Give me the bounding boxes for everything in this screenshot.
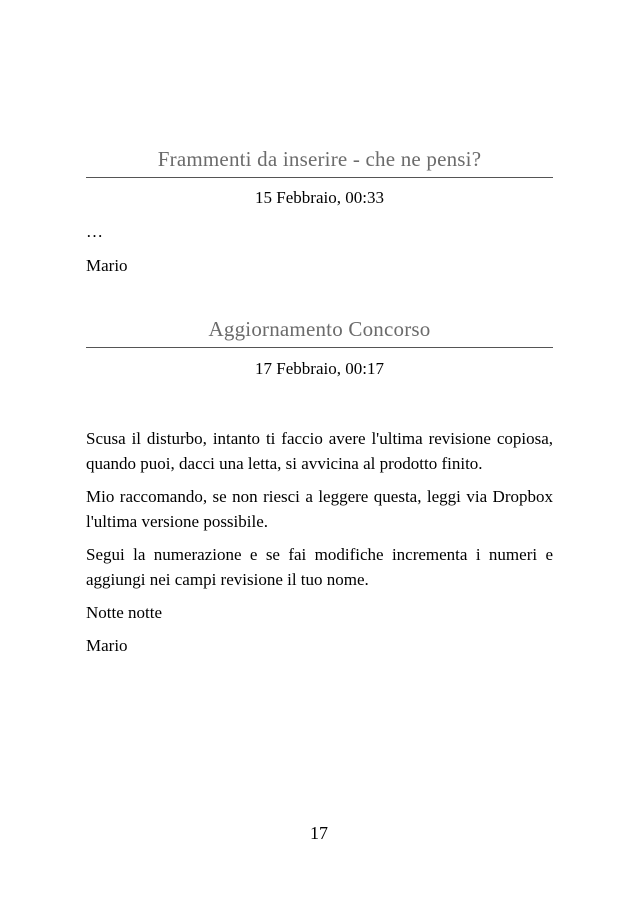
entry-signature: Mario <box>86 636 128 655</box>
body-paragraph: Segui la numerazione e se fai modifiche incrementa i numeri e aggiungi nei campi revisione il tuo nome. <box>86 545 553 589</box>
body-paragraph: Scusa il disturbo, intanto ti faccio avere l'ultima revisione copiosa, quando puoi, dacci una letta, si avvicina al prodotto finito. <box>86 429 553 473</box>
entry-signature: Mario <box>86 256 128 275</box>
entry-date: 17 Febbraio, 00:17 <box>255 359 384 378</box>
page-number: 17 <box>310 823 328 843</box>
entry-body <box>86 426 553 666</box>
entry-title: Frammenti da inserire - che ne pensi? <box>86 147 553 178</box>
body-paragraph: Mio raccomando, se non riesci a leggere questa, leggi via Dropbox l'ultima versione possibile. <box>86 487 553 531</box>
entry-title: Aggiornamento Concorso <box>86 317 553 348</box>
entry-ellipsis: … <box>86 222 103 241</box>
body-closing: Notte notte <box>86 603 163 622</box>
entry-date: 15 Febbraio, 00:33 <box>255 188 384 207</box>
